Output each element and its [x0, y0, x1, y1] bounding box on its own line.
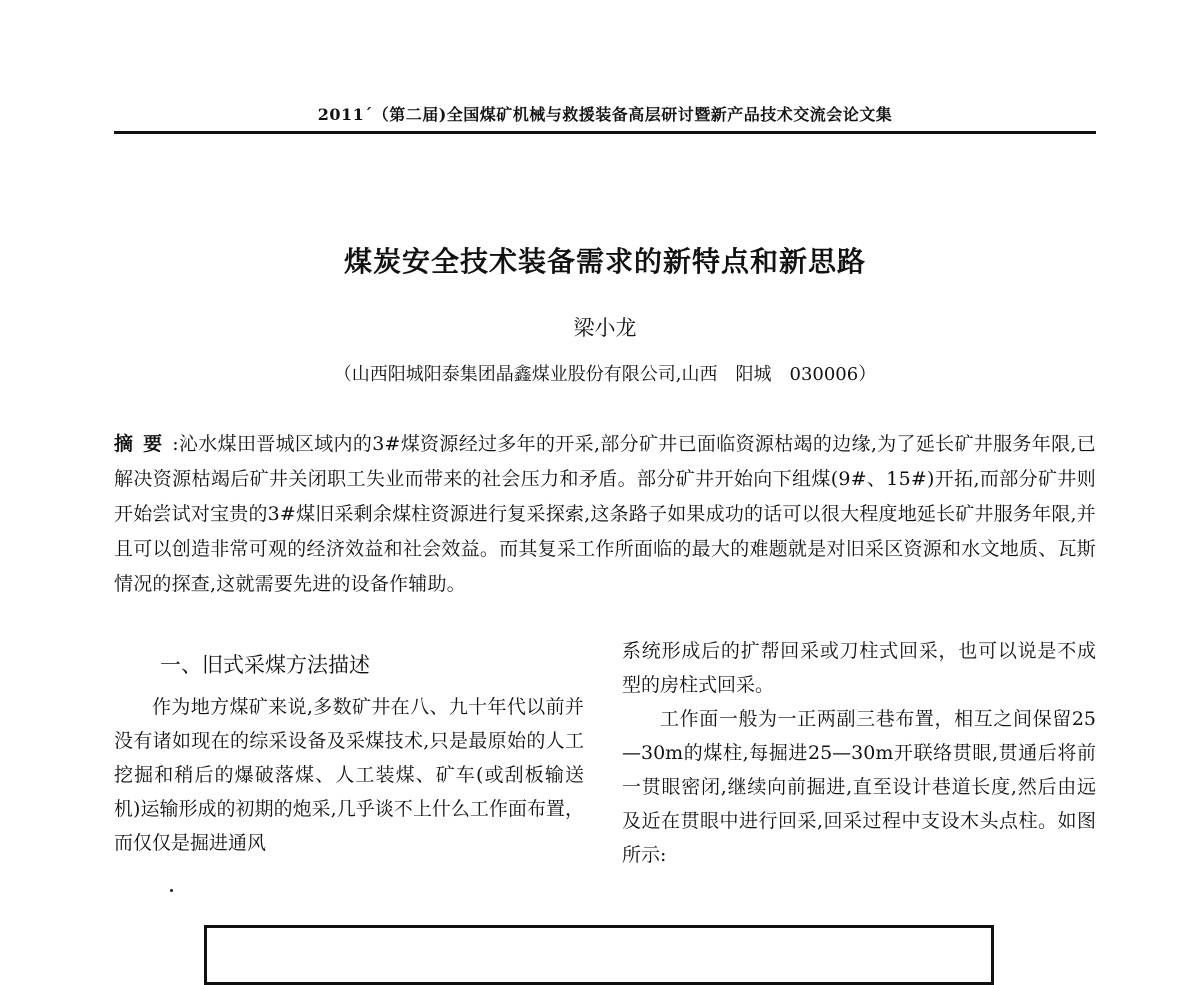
- author-name: 梁小龙: [573, 316, 637, 340]
- running-header: 2011´（第二届)全国煤矿机械与救援装备高层研讨暨新产品技术交流会论文集: [317, 105, 893, 124]
- abstract: [114, 427, 1096, 602]
- header-rule: [114, 131, 1096, 134]
- section-heading: 一、旧式采煤方法描述: [160, 653, 370, 677]
- abstract-text: :沁水煤田晋城区域内的3#煤资源经过多年的开采,部分矿井已面临资源枯竭的边缘,为了延长矿井服务年限,已解决资源枯竭后矿井关闭职工失业而带来的社会压力和矛盾。部分矿井开始向下组煤(9#、15#)开拓,而部分矿井则开始尝试对宝贵的3#煤旧采剩余煤柱资源进行复采探索,这条路子如果成功的话可以很大程度地延长矿井服务年限,并且可以创造非常可观的经济效益和社会效益。而其复采工作所面临的最大的难题就是对旧采区资源和水文地质、瓦斯情况的探查,这就需要先进的设备作辅助。: [114, 433, 1096, 595]
- figure-frame: [204, 925, 994, 985]
- paper-title: 煤炭安全技术装备需求的新特点和新思路: [343, 245, 866, 278]
- right-column: [622, 634, 1096, 872]
- author-affiliation: （山西阳城阳泰集团晶鑫煤业股份有限公司,山西 阳城 030006）: [333, 364, 877, 385]
- left-column: [114, 650, 584, 860]
- scan-speck: [170, 889, 173, 892]
- workface-paragraph: 工作面一般为一正两副三巷布置，相互之间保留25—30m的煤柱,每掘进25—30m开联络贯眼,贯通后将前一贯眼密闭,继续向前掘进,直至设计巷道长度,然后由远及近在贯眼中进行回采,回采过程中支设木头点柱。如图所示:: [622, 708, 1096, 866]
- abstract-label: 摘要: [114, 433, 173, 455]
- section-paragraph: 作为地方煤矿来说,多数矿井在八、九十年代以前并没有诸如现在的综采设备及采煤技术,只是最原始的人工挖掘和稍后的爆破落煤、人工装煤、矿车(或刮板输送机)运输形成的初期的炮采,几乎谈不上什么工作面布置，而仅仅是掘进通风: [114, 696, 584, 854]
- continued-paragraph: 系统形成后的扩帮回采或刀柱式回采，也可以说是不成型的房柱式回采。: [622, 640, 1096, 696]
